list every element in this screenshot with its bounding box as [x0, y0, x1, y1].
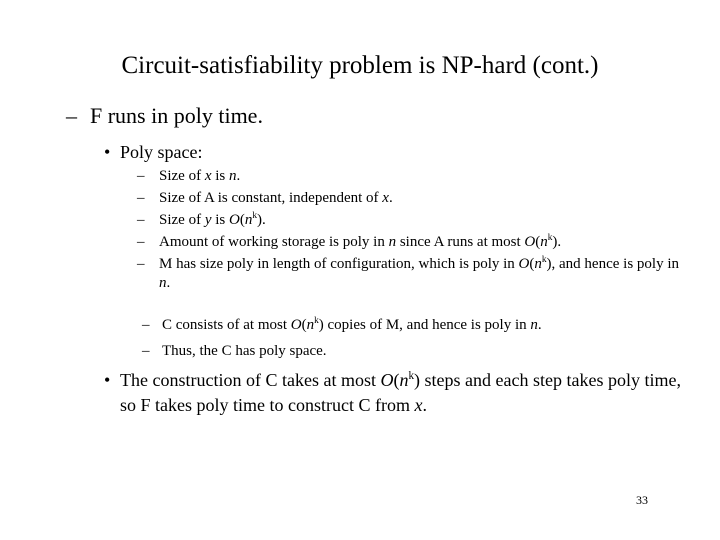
slide-title: Circuit-satisfiability problem is NP-hard (cont.) — [121, 52, 599, 79]
math-var: n — [530, 317, 538, 333]
math-var: O — [524, 234, 536, 250]
text: is — [211, 212, 230, 228]
list-item — [137, 255, 679, 293]
math-var: O — [380, 370, 394, 390]
text: ( — [535, 234, 541, 250]
bullet-text: Poly space: — [120, 142, 203, 162]
sub-list — [137, 165, 679, 293]
text: ) copies of M, and hence is poly in — [318, 317, 531, 333]
text: ( — [529, 256, 535, 272]
dash-marker: – — [66, 103, 77, 128]
math-var: n — [540, 234, 548, 250]
text: . — [422, 395, 427, 415]
text: Size of A is constant, independent of — [159, 190, 383, 206]
text: ) steps and each step takes poly time, so F takes poly time to construct C from — [120, 370, 681, 415]
page-number: 33 — [636, 493, 648, 507]
math-var: n — [306, 317, 315, 333]
text: The construction of C takes at most — [120, 370, 381, 390]
level1-text: F runs in poly time. — [90, 103, 263, 128]
math-var: n — [399, 370, 409, 390]
math-var: n — [229, 168, 237, 184]
list-item — [137, 209, 679, 231]
text: Size of — [159, 168, 205, 184]
math-var: y — [204, 212, 212, 228]
dash-marker: – — [142, 317, 150, 333]
math-var: x — [382, 190, 389, 206]
text: ( — [393, 370, 400, 390]
text: . — [537, 317, 542, 333]
text: Amount of working storage is poly in — [159, 234, 389, 250]
dash-marker: – — [142, 343, 150, 359]
math-var: O — [290, 317, 302, 333]
bullet-marker: • — [104, 142, 111, 162]
list-item — [142, 340, 327, 362]
dash-marker: – — [137, 212, 145, 228]
math-var: n — [534, 256, 542, 272]
text: since A runs at most — [396, 234, 525, 250]
bullet-marker: • — [104, 370, 111, 390]
list-item — [142, 314, 542, 336]
bullet-construction — [104, 368, 684, 418]
text: . — [166, 275, 171, 291]
text: ( — [301, 317, 307, 333]
text: . — [388, 190, 393, 206]
math-var: n — [244, 212, 253, 228]
text: is — [211, 168, 230, 184]
math-var: x — [414, 395, 423, 415]
superscript: k — [547, 233, 553, 243]
text: ). — [257, 212, 266, 228]
dash-marker: – — [137, 190, 145, 206]
text: . — [236, 168, 241, 184]
text: M has size poly in length of configuration, which is poly in — [159, 256, 519, 272]
text: ( — [239, 212, 245, 228]
math-var: O — [229, 212, 240, 228]
text: ), and hence is poly in — [546, 256, 679, 272]
bullet-poly-space — [104, 140, 203, 164]
superscript: k — [408, 370, 415, 382]
math-var: n — [159, 275, 167, 291]
superscript: k — [252, 211, 258, 221]
text: Size of — [159, 212, 205, 228]
superscript: k — [541, 255, 547, 265]
level1-item — [66, 102, 263, 130]
list-item — [137, 165, 679, 187]
text: Thus, the C has poly space. — [162, 343, 327, 359]
math-var: n — [388, 234, 397, 250]
dash-marker: – — [137, 256, 145, 272]
list-item — [137, 187, 679, 209]
list-item — [137, 231, 679, 253]
bullet-text — [104, 368, 684, 418]
text: ). — [552, 234, 562, 250]
math-var: O — [518, 256, 530, 272]
dash-marker: – — [137, 168, 145, 184]
dash-marker: – — [137, 234, 145, 250]
math-var: x — [204, 168, 212, 184]
superscript: k — [314, 316, 319, 326]
text: C consists of at most — [162, 317, 291, 333]
